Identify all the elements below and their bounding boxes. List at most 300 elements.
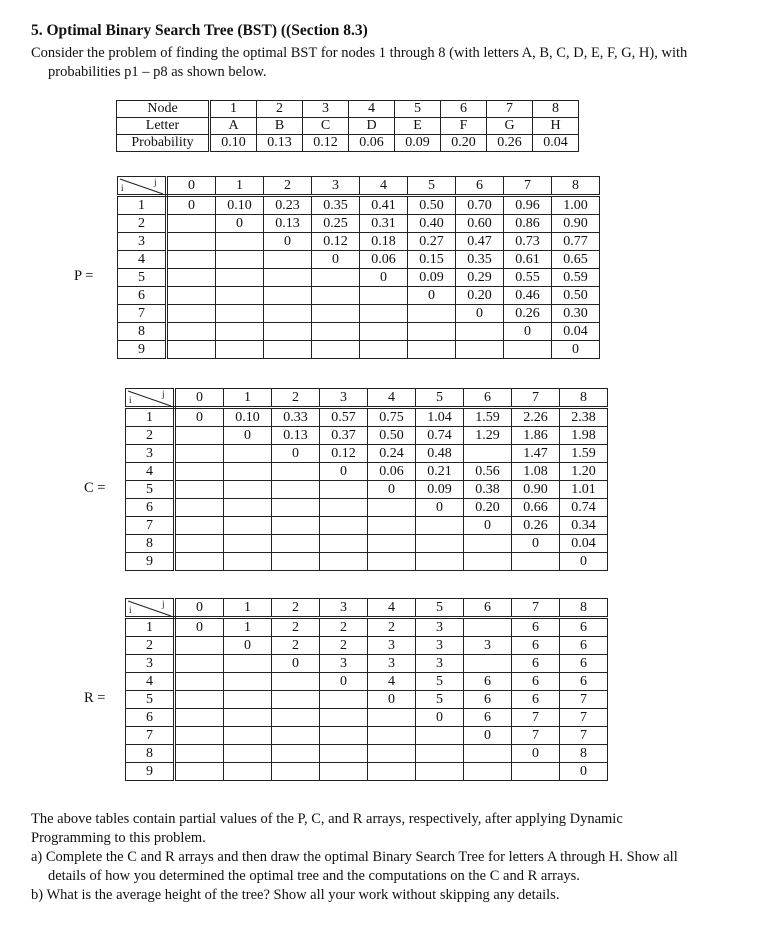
matrix-cell (368, 499, 416, 517)
matrix-row (118, 269, 600, 287)
question-intro (31, 44, 761, 82)
matrix-col-header: 6 (464, 389, 512, 408)
matrix-col-header: 6 (464, 599, 512, 618)
matrix-cell (320, 691, 368, 709)
matrix-cell: 0.29 (456, 269, 504, 287)
matrix-cell: 6 (512, 655, 560, 673)
prob-cell: 4 (349, 101, 395, 118)
matrix-cell (224, 763, 272, 781)
matrix-cell (167, 305, 216, 323)
matrix-col-header: 7 (504, 177, 552, 196)
matrix-cell: 0 (264, 233, 312, 251)
matrix-cell: 0 (224, 637, 272, 655)
matrix-cell (224, 535, 272, 553)
matrix-cell: 0.74 (560, 499, 608, 517)
matrix-cell (167, 323, 216, 341)
matrix-cell (416, 517, 464, 535)
instructions (31, 810, 761, 905)
matrix-cell: 0 (312, 251, 360, 269)
prob-cell: 0.06 (349, 135, 395, 152)
matrix-row (126, 481, 608, 499)
corner-j-label: j (162, 599, 165, 609)
matrix-cell: 6 (560, 655, 608, 673)
matrix-row (126, 655, 608, 673)
matrix-row-header: 6 (126, 499, 175, 517)
matrix-cell (272, 517, 320, 535)
matrix-row (126, 763, 608, 781)
matrix-cell: 2.38 (560, 408, 608, 427)
matrix-cell: 0.56 (464, 463, 512, 481)
matrix-cell (312, 305, 360, 323)
matrix-cell: 1.98 (560, 427, 608, 445)
matrix-row-header: 8 (126, 535, 175, 553)
prob-cell: B (257, 118, 303, 135)
matrix-cell: 0 (320, 463, 368, 481)
matrix-cell (264, 287, 312, 305)
matrix-cell: 3 (464, 637, 512, 655)
matrix-row-header: 9 (118, 341, 167, 359)
matrix-col-header: 2 (264, 177, 312, 196)
matrix-cell: 0 (416, 499, 464, 517)
matrix-cell: 0.65 (552, 251, 600, 269)
matrix-cell (368, 745, 416, 763)
matrix-cell (224, 655, 272, 673)
matrix-cell (224, 673, 272, 691)
matrix-row-header: 5 (126, 481, 175, 499)
matrix-cell (167, 287, 216, 305)
prob-table-row (117, 101, 579, 118)
matrix-cell (408, 323, 456, 341)
matrix-cell (175, 535, 224, 553)
matrix-cell (175, 481, 224, 499)
matrix-cell (320, 745, 368, 763)
matrix-cell (368, 553, 416, 571)
matrix-col-header: 8 (560, 389, 608, 408)
matrix-row-header: 1 (126, 618, 175, 637)
matrix-cell (408, 305, 456, 323)
matrix-cell (224, 553, 272, 571)
prob-table-row (117, 118, 579, 135)
matrix-cell (224, 499, 272, 517)
matrix-cell: 7 (560, 691, 608, 709)
matrix-cell (320, 499, 368, 517)
matrix-cell (368, 763, 416, 781)
matrix-header-row (126, 389, 608, 408)
matrix-cell (175, 691, 224, 709)
matrix-cell (360, 305, 408, 323)
matrix-cell (175, 445, 224, 463)
matrix-cell: 0.12 (320, 445, 368, 463)
matrix-cell: 0.35 (312, 196, 360, 215)
matrix-cell: 0 (552, 341, 600, 359)
matrix-cell (272, 463, 320, 481)
matrix-cell (264, 251, 312, 269)
matrix-cell: 2 (368, 618, 416, 637)
matrix-row (118, 251, 600, 269)
matrix-cell: 0.27 (408, 233, 456, 251)
matrix-cell (464, 553, 512, 571)
matrix-cell (272, 481, 320, 499)
matrix-col-header: 4 (368, 389, 416, 408)
matrix-cell: 0 (560, 763, 608, 781)
matrix-cell (224, 691, 272, 709)
matrix-cell: 1 (224, 618, 272, 637)
matrix-col-header: 5 (416, 599, 464, 618)
corner-i-label: i (129, 395, 132, 405)
matrix-row (126, 618, 608, 637)
matrix-cell: 0 (504, 323, 552, 341)
matrix-cell: 0.38 (464, 481, 512, 499)
matrix-row-header: 2 (118, 215, 167, 233)
matrix-cell (272, 691, 320, 709)
matrix-cell (368, 709, 416, 727)
matrix-cell: 0 (464, 727, 512, 745)
prob-cell: 5 (395, 101, 441, 118)
matrix-col-header: 2 (272, 599, 320, 618)
matrix-col-header: 1 (224, 599, 272, 618)
matrix-cell (175, 673, 224, 691)
part-a-line-1: a) Complete the C and R arrays and then draw the optimal Binary Search Tree for letters A through H. Show all (31, 849, 678, 865)
matrix-cell: 0.61 (504, 251, 552, 269)
matrix-cell: 0.10 (216, 196, 264, 215)
matrix-row-header: 5 (126, 691, 175, 709)
matrix-cell: 0.46 (504, 287, 552, 305)
matrix-row-header: 7 (118, 305, 167, 323)
matrix-col-header: 1 (224, 389, 272, 408)
matrix-cell: 6 (464, 673, 512, 691)
matrix-cell: 0.35 (456, 251, 504, 269)
prob-cell: A (210, 118, 257, 135)
intro-line-2: probabilities p1 – p8 as shown below. (48, 64, 267, 80)
matrix-cell (175, 655, 224, 673)
matrix-corner-cell (126, 389, 175, 408)
matrix-cell: 3 (416, 655, 464, 673)
matrix-cell: 0.70 (456, 196, 504, 215)
matrix-cell: 0.90 (512, 481, 560, 499)
matrix-col-header: 6 (456, 177, 504, 196)
matrix-cell: 0.09 (416, 481, 464, 499)
matrix-cell: 7 (512, 709, 560, 727)
matrix-cell: 1.59 (560, 445, 608, 463)
matrix-cell: 0.13 (264, 215, 312, 233)
matrix-cell: 0.20 (464, 499, 512, 517)
matrix-cell: 0 (224, 427, 272, 445)
matrix-cell (216, 323, 264, 341)
matrix-cell: 3 (368, 655, 416, 673)
matrix-col-header: 0 (167, 177, 216, 196)
matrix-cell (464, 745, 512, 763)
prob-cell: 7 (487, 101, 533, 118)
matrix-cell: 0 (320, 673, 368, 691)
matrix-row-header: 3 (126, 445, 175, 463)
matrix-cell (464, 618, 512, 637)
matrix-cell (464, 763, 512, 781)
matrix-cell: 0.96 (504, 196, 552, 215)
matrix-row (126, 691, 608, 709)
matrix-row-header: 4 (126, 463, 175, 481)
matrix-col-header: 4 (360, 177, 408, 196)
matrix-cell (320, 727, 368, 745)
matrix-cell: 0 (167, 196, 216, 215)
matrix-cell: 2 (320, 618, 368, 637)
matrix-cell (320, 481, 368, 499)
matrix-cell: 0.48 (416, 445, 464, 463)
matrix-cell: 3 (416, 618, 464, 637)
matrix-row-header: 3 (118, 233, 167, 251)
matrix-cell (224, 463, 272, 481)
matrix-cell (167, 269, 216, 287)
matrix-cell: 0.59 (552, 269, 600, 287)
matrix-cell: 6 (560, 673, 608, 691)
matrix-row (126, 745, 608, 763)
part-b: b) What is the average height of the tree? Show all your work without skipping any details. (31, 887, 560, 903)
matrix-col-header: 2 (272, 389, 320, 408)
matrix-cell: 0.33 (272, 408, 320, 427)
matrix-corner-cell (118, 177, 167, 196)
matrix-cell: 7 (560, 727, 608, 745)
matrix-cell (167, 215, 216, 233)
matrix-cell (272, 745, 320, 763)
matrix-cell (272, 553, 320, 571)
matrix-cell: 6 (464, 709, 512, 727)
matrix-cell (264, 305, 312, 323)
matrix-cell: 3 (368, 637, 416, 655)
matrix-cell: 6 (512, 691, 560, 709)
matrix-cell: 0 (512, 535, 560, 553)
matrix-row-header: 9 (126, 553, 175, 571)
prob-cell: 0.12 (303, 135, 349, 152)
prob-cell: 2 (257, 101, 303, 118)
matrix-cell: 6 (512, 637, 560, 655)
matrix-row-header: 8 (118, 323, 167, 341)
prob-cell: E (395, 118, 441, 135)
matrix-cell (216, 251, 264, 269)
matrix-cell (216, 305, 264, 323)
matrix-row (126, 463, 608, 481)
matrix-row-header: 9 (126, 763, 175, 781)
matrix-cell: 1.86 (512, 427, 560, 445)
matrix-col-header: 5 (416, 389, 464, 408)
matrix-cell: 0.24 (368, 445, 416, 463)
matrix-cell (167, 251, 216, 269)
matrix-cell: 6 (512, 673, 560, 691)
prob-cell: 0.04 (533, 135, 579, 152)
matrix-cell (368, 517, 416, 535)
matrix-cell: 0.50 (552, 287, 600, 305)
matrix-cell: 0.10 (224, 408, 272, 427)
matrix-cell (464, 445, 512, 463)
matrix-cell: 1.00 (552, 196, 600, 215)
matrix-cell (224, 709, 272, 727)
matrix-cell: 6 (464, 691, 512, 709)
matrix-cell: 1.04 (416, 408, 464, 427)
matrix-cell: 0.55 (504, 269, 552, 287)
prob-cell: F (441, 118, 487, 135)
matrix-col-header: 7 (512, 599, 560, 618)
matrix-cell: 0.50 (368, 427, 416, 445)
matrix-cell (272, 727, 320, 745)
matrix-cell: 0.50 (408, 196, 456, 215)
matrix-row-header: 4 (126, 673, 175, 691)
matrix-cell (224, 517, 272, 535)
matrix-cell: 1.08 (512, 463, 560, 481)
matrix-cell: 6 (560, 618, 608, 637)
matrix-cell (216, 341, 264, 359)
matrix-row (118, 233, 600, 251)
instructions-line-1: The above tables contain partial values of the P, C, and R arrays, respectively, after applying Dynamic (31, 811, 623, 827)
matrix-header-row (118, 177, 600, 196)
matrix-row (118, 287, 600, 305)
matrix-cell (320, 517, 368, 535)
matrix-cell: 0.26 (512, 517, 560, 535)
instructions-line-2: Programming to this problem. (31, 830, 206, 846)
matrix-cell: 1.59 (464, 408, 512, 427)
matrix-cell: 0.25 (312, 215, 360, 233)
matrix-cell: 0 (408, 287, 456, 305)
prob-cell: 0.13 (257, 135, 303, 152)
matrix-cell: 8 (560, 745, 608, 763)
matrix-cell: 5 (416, 691, 464, 709)
matrix-cell (464, 655, 512, 673)
matrix-cell: 0.90 (552, 215, 600, 233)
matrix-col-header: 1 (216, 177, 264, 196)
matrix-cell: 4 (368, 673, 416, 691)
matrix-label-p: P = (74, 268, 94, 284)
matrix-cell (264, 269, 312, 287)
intro-line-1: Consider the problem of finding the optimal BST for nodes 1 through 8 (with letters A, B, C, D, E, F, G, H), with (31, 45, 688, 61)
matrix-row-header: 6 (126, 709, 175, 727)
matrix-header-row (126, 599, 608, 618)
matrix-cell: 0.26 (504, 305, 552, 323)
prob-row-header: Letter (117, 118, 210, 135)
matrix-row (118, 323, 600, 341)
matrix-row (126, 499, 608, 517)
corner-i-label: i (121, 183, 124, 193)
matrix-row-header: 4 (118, 251, 167, 269)
prob-cell: 0.26 (487, 135, 533, 152)
matrix-row-header: 5 (118, 269, 167, 287)
matrix-row-header: 7 (126, 727, 175, 745)
matrix-cell (175, 463, 224, 481)
matrix-cell: 0.13 (272, 427, 320, 445)
matrix-cell (320, 709, 368, 727)
matrix-cell (175, 553, 224, 571)
prob-cell: 0.09 (395, 135, 441, 152)
corner-diagonal (126, 389, 173, 407)
prob-row-header: Probability (117, 135, 210, 152)
matrix-cell: 0.74 (416, 427, 464, 445)
corner-j-label: j (154, 177, 157, 187)
matrix-row (126, 673, 608, 691)
matrix-cell: 0.09 (408, 269, 456, 287)
matrix-col-header: 4 (368, 599, 416, 618)
matrix-cell: 3 (416, 637, 464, 655)
matrix-cell (264, 323, 312, 341)
matrix-row (118, 196, 600, 215)
matrix-cell (175, 517, 224, 535)
corner-diagonal (118, 177, 165, 195)
matrix-col-header: 0 (175, 599, 224, 618)
matrix-row (126, 517, 608, 535)
matrix-row-header: 7 (126, 517, 175, 535)
matrix-cell (312, 323, 360, 341)
matrix-cell: 0.06 (360, 251, 408, 269)
matrix-cell: 0.73 (504, 233, 552, 251)
matrix-cell (512, 553, 560, 571)
matrix-label-r: R = (84, 690, 106, 706)
matrix-cell: 7 (512, 727, 560, 745)
matrix-cell: 0 (272, 655, 320, 673)
matrix-cell (320, 535, 368, 553)
matrix-label-c: C = (84, 480, 106, 496)
matrix-row (126, 535, 608, 553)
matrix-cell (175, 745, 224, 763)
matrix-row (126, 408, 608, 427)
matrix-col-header: 3 (312, 177, 360, 196)
matrix-cell (175, 637, 224, 655)
matrix-row-header: 3 (126, 655, 175, 673)
matrix-cell: 0.86 (504, 215, 552, 233)
matrix-cell: 0.75 (368, 408, 416, 427)
matrix-cell (216, 269, 264, 287)
matrix-cell (272, 499, 320, 517)
matrix-cell (512, 763, 560, 781)
corner-i-label: i (129, 605, 132, 615)
prob-cell: H (533, 118, 579, 135)
prob-cell: G (487, 118, 533, 135)
matrix-cell (416, 535, 464, 553)
matrix-row-header: 6 (118, 287, 167, 305)
prob-cell: 1 (210, 101, 257, 118)
matrix-cell (464, 535, 512, 553)
matrix-cell: 1.01 (560, 481, 608, 499)
prob-cell: D (349, 118, 395, 135)
matrix-cell: 0 (175, 618, 224, 637)
matrix-cell (175, 727, 224, 745)
matrix-col-header: 5 (408, 177, 456, 196)
matrix-cell: 0.60 (456, 215, 504, 233)
matrix-cell (224, 727, 272, 745)
matrix-cell: 0.47 (456, 233, 504, 251)
matrix-col-header: 7 (512, 389, 560, 408)
matrix-cell (224, 745, 272, 763)
matrix-cell (416, 763, 464, 781)
prob-cell: 6 (441, 101, 487, 118)
matrix-cell: 0.34 (560, 517, 608, 535)
matrix-cell (360, 323, 408, 341)
matrix-cell: 0.06 (368, 463, 416, 481)
matrix-cell: 1.47 (512, 445, 560, 463)
matrix-col-header: 8 (552, 177, 600, 196)
matrix-cell: 5 (416, 673, 464, 691)
matrix-cell (312, 341, 360, 359)
prob-cell: 0.10 (210, 135, 257, 152)
matrix-cell: 0 (175, 408, 224, 427)
matrix-row-header: 2 (126, 427, 175, 445)
matrix-cell: 0.18 (360, 233, 408, 251)
prob-cell: C (303, 118, 349, 135)
matrix-row (126, 427, 608, 445)
matrix-cell (312, 287, 360, 305)
matrix-cell: 0 (216, 215, 264, 233)
corner-j-label: j (162, 389, 165, 399)
matrix-cell: 0 (560, 553, 608, 571)
matrix-row (126, 445, 608, 463)
matrix-col-header: 0 (175, 389, 224, 408)
matrix-cell: 0.21 (416, 463, 464, 481)
matrix-col-header: 3 (320, 389, 368, 408)
matrix-row (126, 553, 608, 571)
